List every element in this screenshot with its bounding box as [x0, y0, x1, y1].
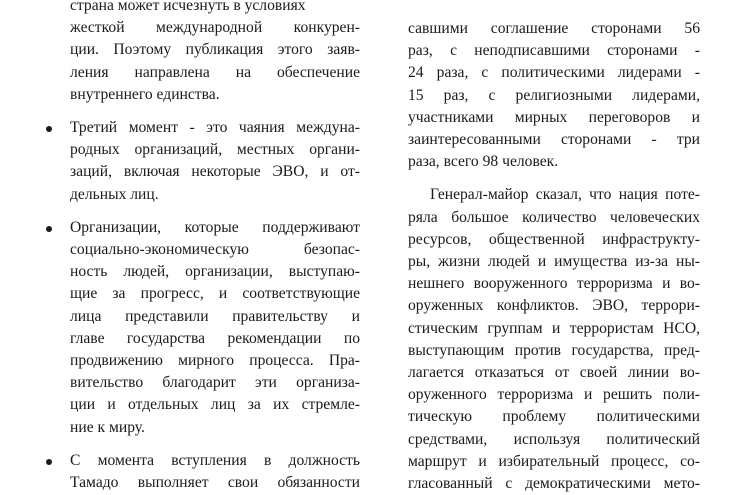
paragraph-line: ресурсов, общественной инфраструкту- [408, 230, 700, 248]
list-item-line: социально-экономическую безопас- [70, 241, 360, 258]
list-item-line: Организации, которые поддерживают [70, 218, 360, 236]
paragraph-line: лагается отказаться от своей линии во- [408, 364, 700, 381]
paragraph-line: оруженных конфликтов. ЭВО, террори- [408, 297, 700, 315]
list-item-line: щие за прогресс, и соответствующие [70, 285, 360, 303]
partial-line: страна может исчезнуть в условиях [70, 0, 306, 14]
paragraph-line: 24 раза, с политическими лидерами - [408, 64, 700, 82]
list-item-line: дельных лиц. [70, 185, 159, 203]
paragraph-line: раза, всего 98 человек. [408, 153, 559, 171]
paragraph-line: стическим группам и террористам НСО, [408, 319, 700, 337]
paragraph-line: жесткой международной конкурен- [70, 19, 360, 37]
list-item-line: ции и отдельных лиц за их стремле- [70, 396, 360, 414]
list-item-line: заций, включая некоторые ЭВО, и от- [70, 163, 360, 181]
paragraph-line: 15 раз, с религиозными лидерами, [408, 86, 700, 104]
paragraph-line: участниками мирных переговоров и [408, 108, 700, 126]
paragraph-line: ления направлена на обеспечение [70, 63, 360, 81]
list-item-line: Тамадо выполняет свои обязанности [70, 474, 360, 491]
paragraph-line: нешнего вооруженного терроризма и во- [408, 275, 700, 293]
list-item-line: родных организаций, местных органи- [70, 141, 360, 159]
list-item-line: лица представили правительству и [70, 307, 360, 325]
list-item-line: ние к миру. [70, 418, 145, 436]
list-item-line: С момента вступления в должность [70, 451, 360, 469]
paragraph-line: заинтересованными сторонами - три [408, 131, 700, 148]
paragraph-line: оруженного терроризма и решить поли- [408, 386, 700, 404]
paragraph-line: выступающим против государства, пред- [408, 341, 700, 359]
list-item-line: продвижению мирного процесса. Пра- [70, 352, 360, 369]
paragraph-line: ции. Поэтому публикация этого заяв- [70, 41, 360, 59]
paragraph-line: гласованный с демократическими мето- [408, 475, 700, 492]
list-item-line: Третий момент - это чаяния междуна- [70, 119, 360, 136]
paragraph-line: ряла большое количество человеческих [408, 208, 700, 226]
paragraph-line: средствами, используя политический [408, 430, 700, 448]
left-column [70, 0, 360, 491]
list-item-line: вительство благодарит эти организа- [70, 374, 360, 392]
paragraph-line: Генерал-майор сказал, что нация поте- [430, 186, 700, 204]
list-item-line: главе государства рекомендации по [70, 329, 360, 347]
paragraph-line: савшими соглашение сторонами 56 [408, 20, 700, 37]
list-item-line: ность людей, организации, выступаю- [70, 263, 360, 281]
paragraph-line: тическую проблему политическими [408, 408, 700, 426]
paragraph-line: раз, с неподписавшими сторонами - [408, 42, 700, 60]
paragraph-line: маршрут и избирательный процесс, со- [408, 452, 700, 470]
paragraph-line: внутреннего единства. [70, 85, 220, 103]
right-column [408, 0, 700, 492]
bullet-dot [46, 226, 52, 232]
paragraph-line: ры, жизни людей и имущества из-за ны- [408, 253, 700, 270]
bullet-dot [46, 126, 52, 132]
